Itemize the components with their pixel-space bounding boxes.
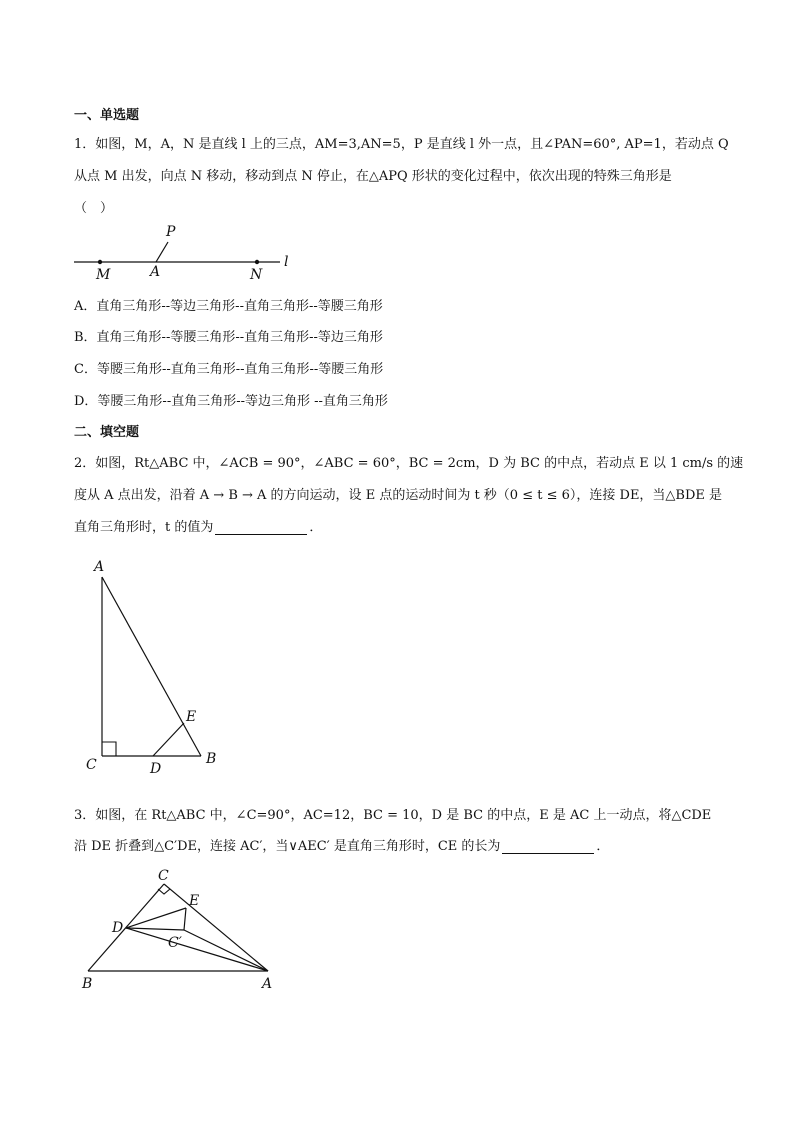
q2-figure-triangle: [80, 555, 240, 785]
label-N: N: [250, 267, 263, 283]
label-C-prime: C′: [168, 935, 182, 951]
segment-DE: [153, 723, 184, 756]
label-A: A: [94, 559, 105, 575]
section-heading-fill-blank: 二、填空题: [74, 425, 140, 440]
q3-answer-blank[interactable]: [502, 841, 594, 854]
label-A: A: [262, 976, 273, 992]
q1-figure-line: [74, 222, 294, 282]
label-C: C: [86, 757, 97, 773]
q3-figure-fold: [78, 868, 298, 998]
label-l: l: [284, 254, 289, 270]
label-B: B: [206, 751, 217, 767]
label-P: P: [166, 224, 176, 240]
segment-AP: [156, 242, 168, 262]
q2-line-3-end: ．: [309, 520, 323, 535]
q1-option-c: C．等腰三角形--直角三角形--直角三角形--等腰三角形: [74, 362, 384, 377]
q3-line-2: [74, 835, 609, 854]
label-C: C: [158, 868, 169, 884]
label-E: E: [189, 893, 200, 909]
point-N: [255, 260, 259, 264]
label-M: M: [96, 267, 111, 283]
right-angle-mark: [102, 742, 116, 756]
label-A: A: [150, 264, 161, 280]
q1-line-1: 1．如图，M，A，N 是直线 l 上的三点，AM=3,AN=5，P 是直线 l 外一点，且∠PAN=60°, AP=1，若动点 Q: [74, 137, 729, 152]
side-AB: [102, 577, 201, 756]
q3-line-1: 3．如图，在 Rt△ABC 中，∠C=90°，AC=12，BC = 10，D 是 BC 的中点，E 是 AC 上一动点，将△CDE: [74, 808, 712, 823]
q1-line-3: （ ）: [74, 201, 114, 216]
q2-line-2: 度从 A 点出发，沿着 A → B → A 的方向运动，设 E 点的运动时间为 t 秒（0 ≤ t ≤ 6），连接 DE，当△BDE 是: [74, 488, 723, 503]
q2-line-3: [74, 516, 322, 535]
right-angle-mark: [158, 889, 170, 894]
q2-line-1: 2．如图，Rt△ABC 中，∠ACB = 90°，∠ABC = 60°，BC = 2cm，D 为 BC 的中点，若动点 E 以 1 cm/s 的速: [74, 456, 744, 471]
label-D: D: [150, 761, 162, 777]
segment-DA: [126, 928, 268, 971]
q1-option-b: B．直角三角形--等腰三角形--直角三角形--等边三角形: [74, 330, 383, 345]
q2-line-3-text: 直角三角形时，t 的值为: [74, 520, 214, 535]
q1-option-d: D．等腰三角形--直角三角形--等边三角形 --直角三角形: [74, 394, 388, 409]
label-B: B: [82, 976, 93, 992]
segment-EC2: [184, 908, 186, 930]
q2-answer-blank[interactable]: [215, 522, 307, 535]
q3-line-2-end: ．: [596, 839, 610, 854]
section-heading-single-choice: 一、单选题: [74, 108, 140, 123]
q1-option-a: A．直角三角形--等边三角形--直角三角形--等腰三角形: [74, 299, 383, 314]
label-D: D: [112, 920, 124, 936]
label-E: E: [186, 709, 197, 725]
q3-line-2-text: 沿 DE 折叠到△C′DE，连接 AC′，当∨AEC′ 是直角三角形时，CE 的长为: [74, 839, 501, 854]
point-M: [98, 260, 102, 264]
side-CA: [164, 884, 268, 971]
q1-line-2: 从点 M 出发，向点 N 移动，移动到点 N 停止，在△APQ 形状的变化过程中，依次出现的特殊三角形是: [74, 169, 672, 184]
segment-DC2: [126, 928, 184, 930]
